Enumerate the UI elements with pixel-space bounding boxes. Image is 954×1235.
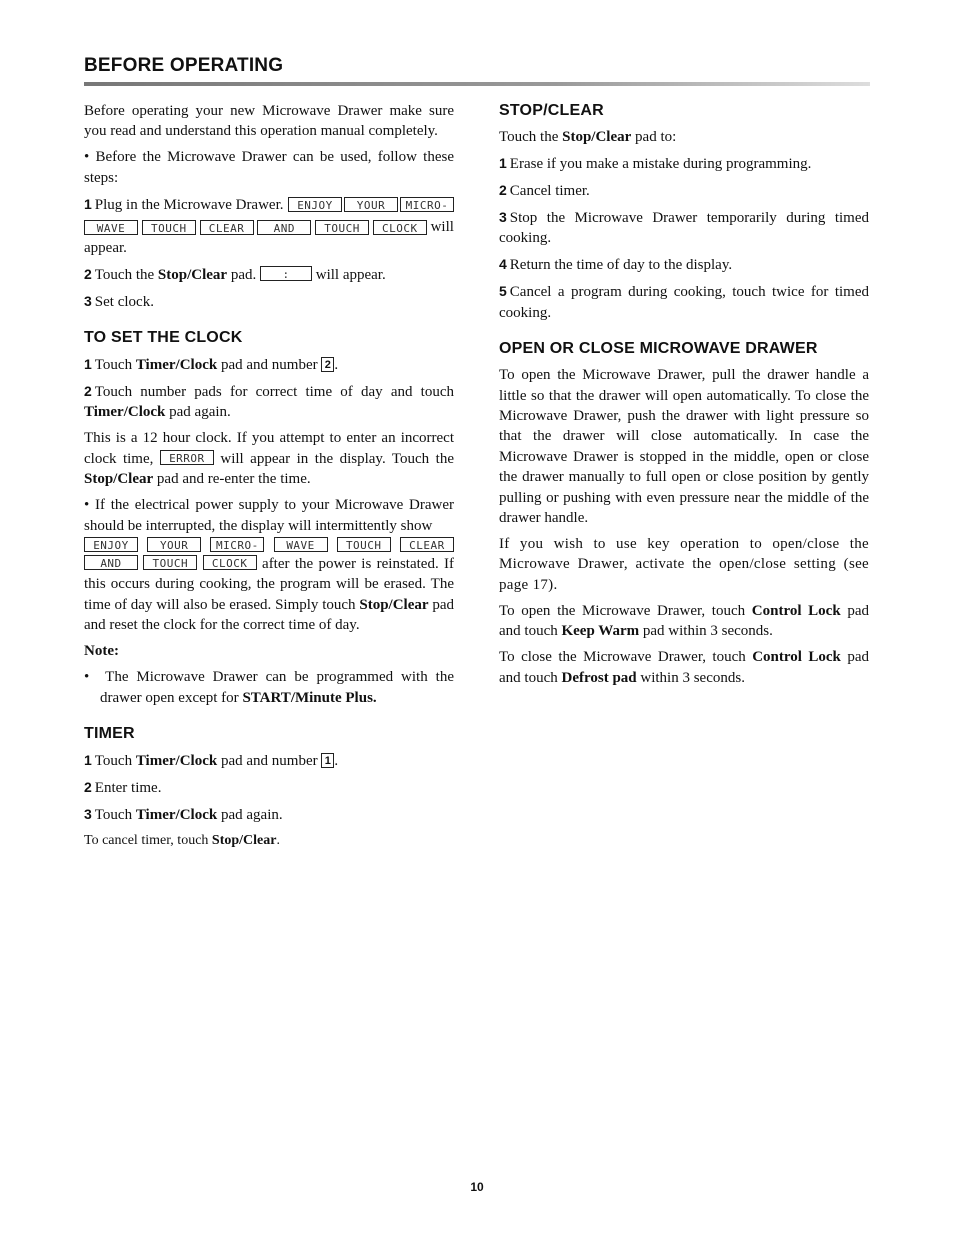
- paragraph-text: To cancel timer, touch: [84, 833, 209, 849]
- step-number: 3: [499, 209, 507, 225]
- stop-clear-label: Stop/Clear: [359, 596, 429, 613]
- display-word-wave: WAVE: [84, 220, 138, 235]
- start-minute-plus-label: START/Minute Plus.: [242, 689, 377, 706]
- display-colon: :: [260, 266, 312, 281]
- intro-step-2: [84, 264, 454, 285]
- step-text: Plug in the Microwave Drawer.: [94, 196, 284, 213]
- paragraph-text: pad within 3 seconds.: [642, 623, 773, 640]
- step-text: Touch: [94, 357, 133, 374]
- step-text: Set clock.: [94, 293, 154, 310]
- number-key-1: 1: [321, 753, 334, 768]
- display-word-touch: TOUCH: [315, 220, 369, 235]
- step-text: Touch: [94, 807, 133, 824]
- note-label: Note:: [84, 643, 119, 660]
- stop-clear-label: Stop/Clear: [562, 129, 632, 145]
- display-word-clear: CLEAR: [200, 220, 254, 235]
- stop-clear-item: [499, 180, 869, 201]
- stop-clear-label: Stop/Clear: [84, 471, 154, 488]
- timer-clock-label: Timer/Clock: [84, 404, 166, 421]
- stop-clear-label: Stop/Clear: [157, 266, 228, 283]
- section-heading-set-clock: TO SET THE CLOCK: [84, 329, 243, 347]
- intro-step-3: [84, 291, 454, 312]
- display-word-clear: CLEAR: [400, 537, 454, 552]
- display-word-touch: TOUCH: [143, 555, 197, 570]
- timer-clock-label: Timer/Clock: [135, 807, 218, 824]
- display-word-touch: TOUCH: [142, 220, 196, 235]
- stop-clear-item: [499, 153, 869, 174]
- number-key-2: 2: [321, 357, 334, 372]
- step-text: Enter time.: [94, 780, 162, 797]
- step-text: will appear.: [315, 266, 386, 283]
- paragraph-text: The Microwave Drawer can be programmed with the drawer open except for: [100, 669, 454, 706]
- defrost-pad-label: Defrost pad: [561, 669, 637, 686]
- timer-step-2: [84, 777, 454, 798]
- drawer-paragraph-3: [499, 601, 869, 642]
- right-column: [499, 101, 869, 694]
- step-text: Touch the: [94, 266, 155, 283]
- stop-clear-item: [499, 254, 869, 275]
- step-text: pad and number: [220, 357, 318, 374]
- drawer-paragraph-4: [499, 647, 869, 688]
- paragraph-text: pad to:: [635, 129, 677, 145]
- paragraph-text: This is a 12 hour clock. If you attempt to enter an incorrect clock time,: [84, 430, 454, 467]
- keep-warm-label: Keep Warm: [561, 623, 640, 640]
- stop-clear-item: [499, 207, 869, 249]
- step-text: pad.: [230, 266, 257, 283]
- stop-clear-label: Stop/Clear: [211, 833, 277, 849]
- appear-text: appear.: [84, 239, 127, 256]
- cancel-timer-text: [84, 831, 454, 851]
- page-number: 10: [470, 1180, 484, 1194]
- display-word-your: YOUR: [147, 537, 201, 552]
- display-word-micro: MICRO-: [210, 537, 264, 552]
- clock-step-2: [84, 381, 454, 423]
- step-number: 2: [499, 182, 507, 198]
- title-rule: [84, 82, 870, 86]
- paragraph-text: will appear in the display. Touch the: [220, 450, 454, 467]
- step-number: 1: [84, 195, 92, 212]
- stop-clear-intro: [499, 127, 869, 147]
- display-word-enjoy: ENJOY: [84, 537, 138, 552]
- section-heading-drawer: OPEN OR CLOSE MICROWAVE DRAWER: [499, 340, 818, 358]
- display-word-clock: CLOCK: [203, 555, 257, 570]
- left-column: [84, 101, 454, 857]
- step-text: Stop the Microwave Drawer temporarily during timed cooking.: [499, 210, 869, 247]
- timer-clock-label: Timer/Clock: [135, 357, 218, 374]
- paragraph-text: Touch the: [499, 129, 559, 145]
- power-interrupt-paragraph: [84, 495, 454, 635]
- page-title: BEFORE OPERATING: [84, 55, 284, 76]
- step-number: 3: [84, 292, 92, 309]
- intro-step-1: [84, 194, 454, 258]
- control-lock-label: Control Lock: [751, 602, 841, 619]
- step-number: 2: [84, 265, 92, 282]
- control-lock-label: Control Lock: [752, 649, 841, 666]
- step-number: 3: [84, 806, 92, 823]
- step-number: 5: [499, 283, 507, 300]
- paragraph-text: pad and touch: [499, 649, 870, 686]
- display-word-clock: CLOCK: [373, 220, 427, 235]
- step-text: Touch: [94, 753, 133, 770]
- intro-paragraph: Before operating your new Microwave Drawer make sure you read and understand this operation manual completely.: [84, 103, 454, 140]
- step-text: Erase if you make a mistake during programming.: [509, 156, 812, 172]
- paragraph-text: To open the Microwave Drawer, touch: [499, 602, 746, 619]
- will-text: will: [430, 219, 454, 236]
- step-text: pad and number: [220, 753, 318, 770]
- paragraph-text: .: [276, 833, 280, 849]
- intro-bullet: • Before the Microwave Drawer can be used, follow these steps:: [84, 149, 454, 186]
- step-text: .: [334, 753, 339, 770]
- step-number: 2: [84, 779, 92, 796]
- step-number: 1: [84, 356, 92, 373]
- display-word-error: ERROR: [160, 450, 214, 465]
- display-word-and: AND: [84, 555, 138, 570]
- step-text: Touch number pads for correct time of day and touch: [94, 384, 454, 401]
- step-number: 4: [499, 256, 507, 273]
- timer-step-3: [84, 804, 454, 825]
- step-text: Return the time of day to the display.: [509, 257, 733, 274]
- step-text: pad again.: [169, 404, 231, 421]
- section-heading-stop-clear: STOP/CLEAR: [499, 102, 604, 119]
- step-text: pad again.: [220, 807, 283, 824]
- section-heading-timer: TIMER: [84, 725, 135, 743]
- display-word-micro: MICRO-: [400, 197, 454, 212]
- clock-step-1: [84, 354, 454, 375]
- timer-clock-label: Timer/Clock: [135, 753, 218, 770]
- display-word-and: AND: [257, 220, 311, 235]
- step-number: 2: [84, 383, 92, 400]
- step-text: Cancel a program during cooking, touch twice for timed cooking.: [499, 284, 869, 321]
- paragraph-text: To close the Microwave Drawer, touch: [499, 649, 746, 666]
- note-bullet: • The Microwave Drawer can be programmed with the drawer open except for START/Minute Plus.: [84, 669, 454, 706]
- display-word-touch: TOUCH: [337, 537, 391, 552]
- paragraph-text: pad and touch: [499, 602, 869, 640]
- drawer-paragraph-1: To open the Microwave Drawer, pull the drawer handle a little so that the drawer will open automatically. To close the Microwave Drawer, push the drawer with light pressure so that the drawer will close automatically. In case the Microwave Drawer is stopped in the middle, open or close the drawer manually to full open or close position by gently pulling or pushing with even pressure near the middle of the drawer handle.: [499, 367, 869, 527]
- step-text: .: [334, 357, 339, 374]
- step-number: 1: [84, 752, 92, 769]
- display-word-enjoy: ENJOY: [288, 197, 342, 212]
- stop-clear-item: [499, 281, 869, 323]
- drawer-paragraph-2: If you wish to use key operation to open/close the Microwave Drawer, activate the open/close setting (see page 17).: [499, 536, 869, 593]
- paragraph-text: after the power is reinstated. If this occurs during cooking, the program will be erased. The time of day will also be erased. Simply touch: [84, 556, 455, 613]
- timer-step-1: [84, 750, 454, 771]
- display-word-your: YOUR: [344, 197, 398, 212]
- paragraph-text: pad and re-enter the time.: [156, 471, 311, 488]
- clock-error-paragraph: [84, 428, 454, 489]
- paragraph-text: • If the electrical power supply to your Microwave Drawer should be interrupted, the display will intermittently show: [84, 497, 454, 534]
- step-text: Cancel timer.: [509, 183, 590, 199]
- display-word-wave: WAVE: [274, 537, 328, 552]
- paragraph-text: pad and reset the clock for the correct time of day.: [84, 596, 454, 634]
- step-number: 1: [499, 155, 507, 171]
- paragraph-text: within 3 seconds.: [640, 669, 745, 686]
